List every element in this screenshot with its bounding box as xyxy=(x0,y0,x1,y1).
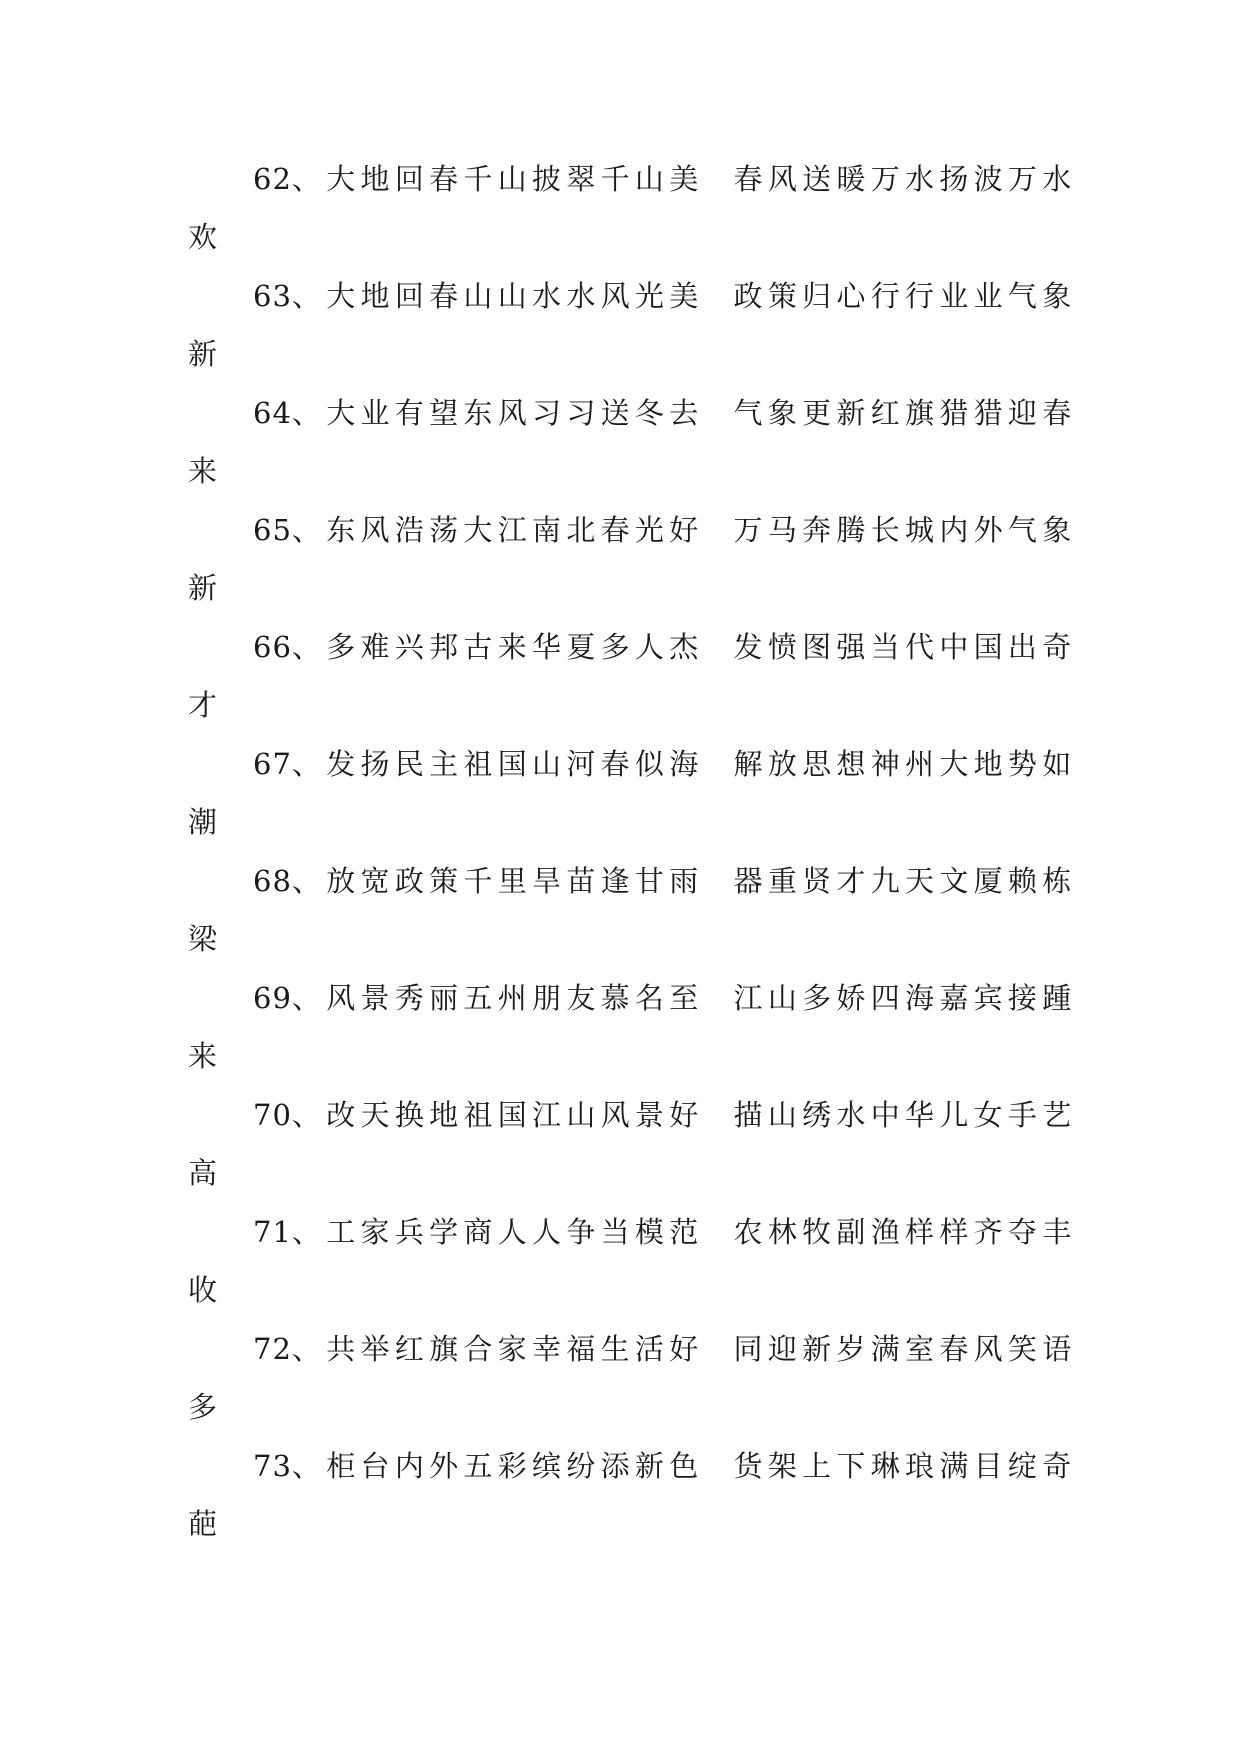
couplet-number: 64 xyxy=(253,396,292,430)
couplet-separator: 、 xyxy=(291,1332,327,1366)
first-line-text: 工家兵学商人人争当模范 xyxy=(326,1215,704,1249)
couplet-separator: 、 xyxy=(291,513,327,547)
wrapped-tail-char: 来 xyxy=(188,1039,218,1073)
couplet-entry xyxy=(188,150,1077,267)
couplet-entry xyxy=(188,969,1077,1086)
couplet-line xyxy=(253,630,1077,664)
second-line-text: 万马奔腾长城内外气象 xyxy=(733,513,1077,547)
couplet-entry xyxy=(188,1086,1077,1203)
second-line-text: 器重贤才九天文厦赖栋 xyxy=(733,864,1077,898)
couplet-line xyxy=(253,1098,1077,1132)
second-line-text: 货架上下琳琅满目绽奇 xyxy=(733,1449,1077,1483)
second-line-text: 同迎新岁满室春风笑语 xyxy=(733,1332,1077,1366)
first-line-text: 放宽政策千里旱苗逢甘雨 xyxy=(326,864,704,898)
first-line-text: 柜台内外五彩缤纷添新色 xyxy=(326,1449,704,1483)
couplet-number: 62 xyxy=(253,162,292,196)
first-line-text: 风景秀丽五州朋友慕名至 xyxy=(326,981,704,1015)
couplet-separator: 、 xyxy=(291,747,327,781)
couplet-separator: 、 xyxy=(291,1449,327,1483)
couplet-entry xyxy=(188,1320,1077,1437)
wrapped-tail-char: 新 xyxy=(188,571,218,605)
couplet-line xyxy=(253,864,1077,898)
first-line-text: 大业有望东风习习送冬去 xyxy=(326,396,704,430)
couplet-separator: 、 xyxy=(291,630,327,664)
couplet-list xyxy=(188,150,1077,1554)
couplet-number: 69 xyxy=(253,981,292,1015)
couplet-number: 73 xyxy=(253,1449,292,1483)
wrapped-tail-char: 收 xyxy=(188,1273,218,1307)
couplet-separator: 、 xyxy=(291,1215,327,1249)
second-line-text: 解放思想神州大地势如 xyxy=(733,747,1077,781)
couplet-line xyxy=(253,162,1077,196)
couplet-line xyxy=(253,981,1077,1015)
second-line-text: 发愤图强当代中国出奇 xyxy=(733,630,1077,664)
second-line-text: 春风送暖万水扬波万水 xyxy=(733,162,1077,196)
second-line-text: 农林牧副渔样样齐夺丰 xyxy=(733,1215,1077,1249)
wrapped-tail-char: 来 xyxy=(188,454,218,488)
couplet-separator: 、 xyxy=(291,162,327,196)
second-line-text: 江山多娇四海嘉宾接踵 xyxy=(733,981,1077,1015)
couplet-entry xyxy=(188,267,1077,384)
couplet-line xyxy=(253,1332,1077,1366)
couplet-entry xyxy=(188,618,1077,735)
couplet-separator: 、 xyxy=(291,981,327,1015)
couplet-line xyxy=(253,747,1077,781)
couplet-line xyxy=(253,396,1077,430)
first-line-text: 大地回春千山披翠千山美 xyxy=(326,162,704,196)
couplet-number: 63 xyxy=(253,279,292,313)
wrapped-tail-char: 多 xyxy=(188,1390,218,1424)
couplet-number: 70 xyxy=(253,1098,292,1132)
couplet-number: 67 xyxy=(253,747,292,781)
couplet-number: 72 xyxy=(253,1332,292,1366)
second-line-text: 描山绣水中华儿女手艺 xyxy=(733,1098,1077,1132)
couplet-entry xyxy=(188,1437,1077,1554)
couplet-separator: 、 xyxy=(291,396,327,430)
couplet-separator: 、 xyxy=(291,864,327,898)
wrapped-tail-char: 新 xyxy=(188,337,218,371)
second-line-text: 气象更新红旗猎猎迎春 xyxy=(733,396,1077,430)
couplet-entry xyxy=(188,501,1077,618)
couplet-separator: 、 xyxy=(291,279,327,313)
couplet-entry xyxy=(188,735,1077,852)
couplet-separator: 、 xyxy=(291,1098,327,1132)
first-line-text: 东风浩荡大江南北春光好 xyxy=(326,513,704,547)
wrapped-tail-char: 梁 xyxy=(188,922,218,956)
couplet-entry xyxy=(188,1203,1077,1320)
first-line-text: 大地回春山山水水风光美 xyxy=(326,279,704,313)
wrapped-tail-char: 欢 xyxy=(188,220,218,254)
first-line-text: 多难兴邦古来华夏多人杰 xyxy=(326,630,704,664)
couplet-line xyxy=(253,279,1077,313)
couplet-line xyxy=(253,1215,1077,1249)
wrapped-tail-char: 才 xyxy=(188,688,218,722)
couplet-line xyxy=(253,513,1077,547)
couplet-number: 68 xyxy=(253,864,292,898)
couplet-number: 71 xyxy=(253,1215,292,1249)
wrapped-tail-char: 潮 xyxy=(188,805,218,839)
couplet-number: 65 xyxy=(253,513,292,547)
first-line-text: 改天换地祖国江山风景好 xyxy=(326,1098,704,1132)
wrapped-tail-char: 葩 xyxy=(188,1507,218,1541)
couplet-entry xyxy=(188,384,1077,501)
first-line-text: 共举红旗合家幸福生活好 xyxy=(326,1332,704,1366)
couplet-entry xyxy=(188,852,1077,969)
couplet-line xyxy=(253,1449,1077,1483)
wrapped-tail-char: 高 xyxy=(188,1156,218,1190)
first-line-text: 发扬民主祖国山河春似海 xyxy=(326,747,704,781)
second-line-text: 政策归心行行业业气象 xyxy=(733,279,1077,313)
couplet-number: 66 xyxy=(253,630,292,664)
